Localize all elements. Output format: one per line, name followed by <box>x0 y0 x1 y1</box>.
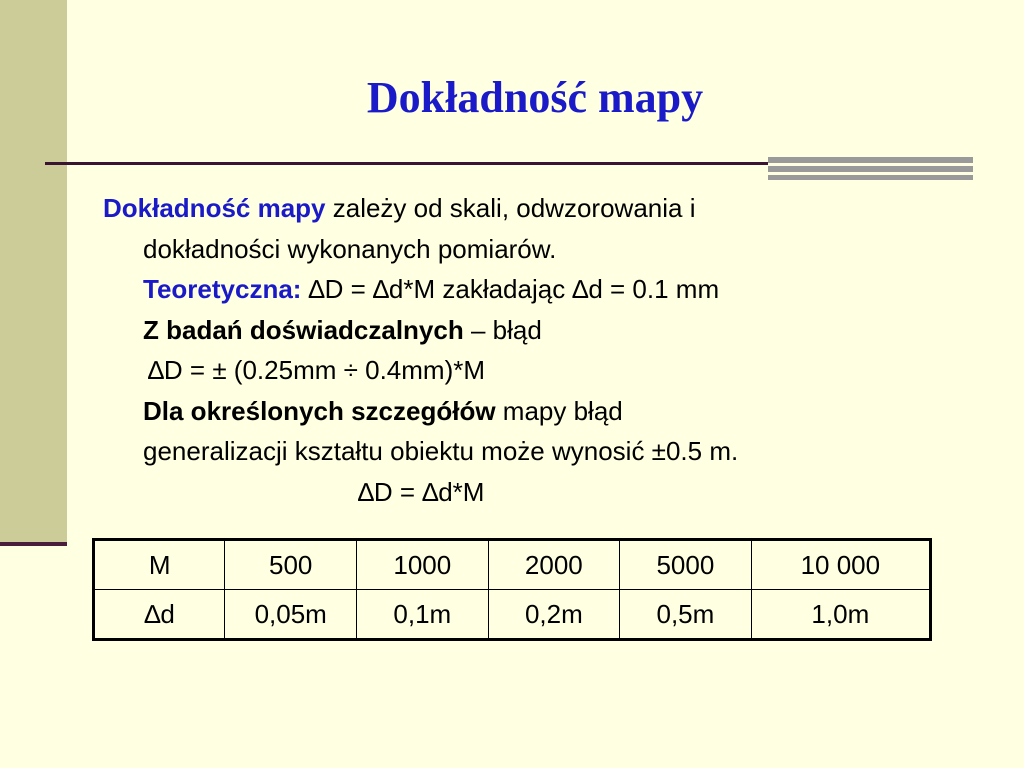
sidebar-divider <box>0 542 67 546</box>
table-cell: 5000 <box>620 540 752 590</box>
body-line-3 <box>103 269 983 310</box>
body-text: dokładności wykonanych pomiarów. <box>143 233 557 264</box>
body-text: generalizacji kształtu obiektu może wynosić ±0.5 m. <box>143 436 739 466</box>
table-row <box>94 540 931 590</box>
body-text: zależy od skali, odwzorowania i <box>325 193 696 223</box>
slide-body <box>103 188 983 512</box>
table-cell: 0,5m <box>620 590 752 640</box>
table-cell: 0,05m <box>225 590 357 640</box>
table-cell: 0,2m <box>488 590 620 640</box>
table-cell: 1,0m <box>751 590 930 640</box>
details-label: Dla określonych szczegółów <box>143 395 496 426</box>
body-line-4 <box>103 310 983 351</box>
table-cell: 0,1m <box>357 590 489 640</box>
body-line-1 <box>103 188 983 229</box>
table-cell: 1000 <box>357 540 489 590</box>
sidebar-decoration <box>0 0 67 545</box>
body-line-8 <box>103 472 983 513</box>
table-cell: 500 <box>225 540 357 590</box>
table-cell: 10 000 <box>751 540 930 590</box>
body-text: – błąd <box>463 314 542 345</box>
highlight-term: Dokładność mapy <box>103 193 326 223</box>
body-line-2 <box>103 229 983 270</box>
table-cell: 2000 <box>488 540 620 590</box>
body-line-6 <box>103 391 983 432</box>
theoretical-label: Teoretyczna: <box>143 274 302 304</box>
body-text: mapy błąd <box>495 395 623 426</box>
slide-title: Dokładność mapy <box>366 73 704 122</box>
experimental-label: Z badań doświadczalnych <box>143 314 464 345</box>
table-cell: ∆d <box>94 590 225 640</box>
general-formula: ∆D = ∆d*M <box>358 476 485 507</box>
table-cell: M <box>94 540 225 590</box>
theoretical-formula: ∆D = ∆d*M zakładając ∆d = 0.1 mm <box>301 274 720 304</box>
experimental-formula: ∆D = ± (0.25mm ÷ 0.4mm)*M <box>148 355 485 385</box>
body-line-7 <box>103 431 983 472</box>
title-accent-stripes <box>768 157 973 180</box>
scale-accuracy-table <box>92 538 932 641</box>
table-row <box>94 590 931 640</box>
body-line-5 <box>103 350 983 391</box>
